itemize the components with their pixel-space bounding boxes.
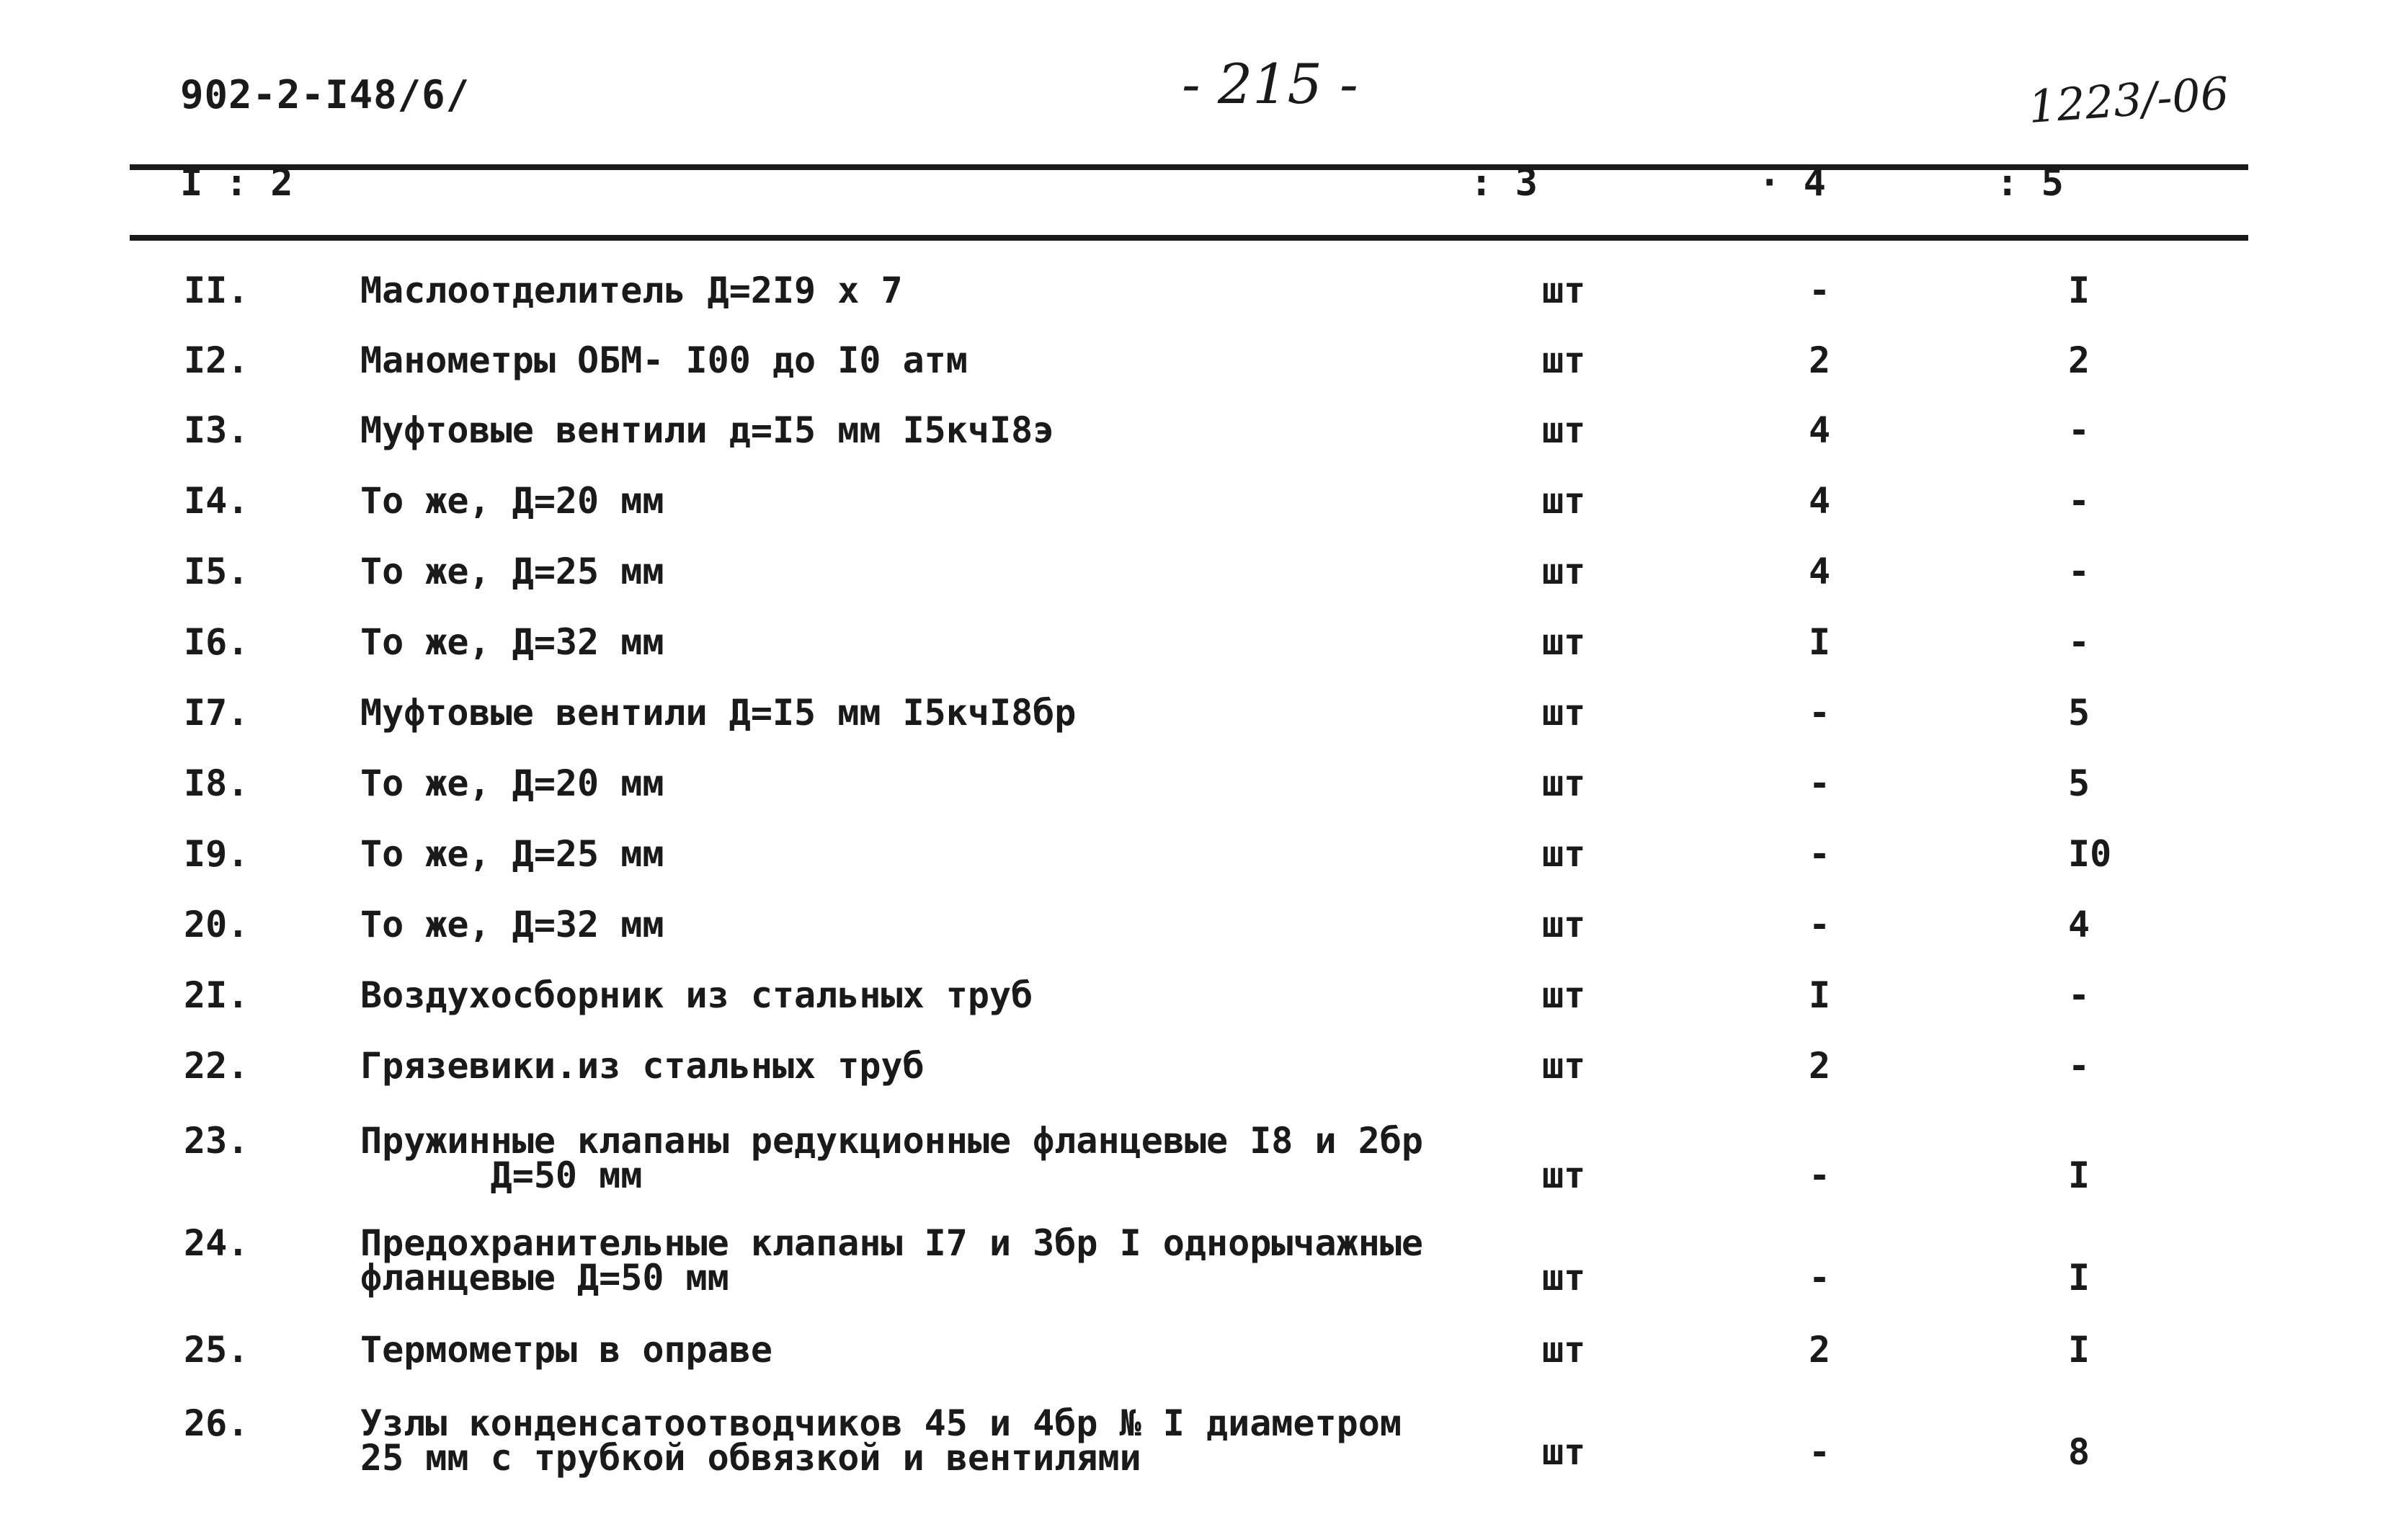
row-col5: I [2068, 1154, 2090, 1196]
row-col4: - [1809, 762, 1831, 804]
row-number: 23. [184, 1120, 249, 1162]
row-col5: 2 [2068, 339, 2090, 381]
row-col5: I0 [2068, 833, 2112, 875]
row-unit: шт [1542, 1045, 1586, 1087]
row-unit: шт [1542, 904, 1586, 945]
row-col5: 5 [2068, 762, 2090, 804]
row-name: Предохранительные клапаны I7 и 3бр I однорычажные [360, 1222, 1424, 1264]
row-col5: - [2068, 409, 2090, 451]
row-col4: I [1809, 974, 1831, 1016]
row-col4: - [1809, 1431, 1831, 1473]
row-unit: шт [1542, 409, 1586, 451]
row-unit: шт [1542, 692, 1586, 734]
row-number: I3. [184, 409, 249, 451]
row-name-continuation: 25 мм с трубкой обвязкой и вентилями [360, 1437, 1141, 1479]
row-number: I6. [184, 621, 249, 663]
row-number: 2I. [184, 974, 249, 1016]
document-code: 902-2-I48/6/ [180, 72, 471, 117]
row-name: Муфтовые вентили д=I5 мм I5кчI8э [360, 409, 1055, 451]
row-unit: шт [1542, 339, 1586, 381]
row-col4: 2 [1809, 1045, 1831, 1087]
row-name-continuation: фланцевые Д=50 мм [360, 1257, 729, 1299]
row-number: I9. [184, 833, 249, 875]
row-unit: шт [1542, 833, 1586, 875]
row-col5: 5 [2068, 692, 2090, 734]
row-number: 26. [184, 1402, 249, 1444]
row-number: 24. [184, 1222, 249, 1264]
row-number: I4. [184, 480, 249, 522]
row-col4: 4 [1809, 551, 1831, 592]
row-col5: I [2068, 270, 2090, 311]
row-col4: - [1809, 270, 1831, 311]
row-name: Пружинные клапаны редукционные фланцевые I8 и 2бр [360, 1120, 1424, 1162]
row-number: I2. [184, 339, 249, 381]
row-col5: - [2068, 1045, 2090, 1087]
row-name: Муфтовые вентили Д=I5 мм I5кчI8бр [360, 692, 1077, 734]
row-unit: шт [1542, 1154, 1586, 1196]
row-col5: - [2068, 974, 2090, 1016]
row-col5: 8 [2068, 1431, 2090, 1473]
row-unit: шт [1542, 762, 1586, 804]
row-col4: 4 [1809, 480, 1831, 522]
row-col5: - [2068, 551, 2090, 592]
row-col5: - [2068, 621, 2090, 663]
table-header-rule [130, 235, 2248, 241]
row-col5: - [2068, 480, 2090, 522]
row-unit: шт [1542, 621, 1586, 663]
row-number: I5. [184, 551, 249, 592]
row-col4: - [1809, 1257, 1831, 1299]
row-col5: I [2068, 1257, 2090, 1299]
row-name: То же, Д=25 мм [360, 833, 664, 875]
row-col4: I [1809, 621, 1831, 663]
row-unit: шт [1542, 551, 1586, 592]
row-name: Маслоотделитель Д=2I9 х 7 [360, 270, 903, 311]
row-unit: шт [1542, 974, 1586, 1016]
row-number: 25. [184, 1329, 249, 1371]
row-col4: - [1809, 692, 1831, 734]
row-number: I7. [184, 692, 249, 734]
row-name: То же, Д=25 мм [360, 551, 664, 592]
row-name: Воздухосборник из стальных труб [360, 974, 1033, 1016]
row-unit: шт [1542, 480, 1586, 522]
row-name-continuation: Д=50 мм [360, 1154, 643, 1196]
row-number: 22. [184, 1045, 249, 1087]
row-unit: шт [1542, 1329, 1586, 1371]
row-name: Термометры в оправе [360, 1329, 772, 1371]
row-name: То же, Д=20 мм [360, 762, 664, 804]
row-number: 20. [184, 904, 249, 945]
row-col4: - [1809, 833, 1831, 875]
row-name: Манометры ОБМ- I00 до I0 атм [360, 339, 968, 381]
row-col4: - [1809, 904, 1831, 945]
row-col4: 4 [1809, 409, 1831, 451]
row-name: То же, Д=20 мм [360, 480, 664, 522]
row-number: II. [184, 270, 249, 311]
row-col4: - [1809, 1154, 1831, 1196]
row-unit: шт [1542, 1431, 1586, 1473]
column-header-3: : 3 [1470, 161, 1538, 205]
row-name: То же, Д=32 мм [360, 621, 664, 663]
row-unit: шт [1542, 270, 1586, 311]
sheet-id: 1223/-06 [2026, 66, 2231, 133]
row-name: Узлы конденсатоотводчиков 45 и 4бр № I диаметром [360, 1402, 1402, 1444]
row-col5: 4 [2068, 904, 2090, 945]
page-number: - 215 - [1182, 52, 1358, 116]
row-unit: шт [1542, 1257, 1586, 1299]
row-name: Грязевики.из стальных труб [360, 1045, 925, 1087]
column-header-1-2: I : 2 [180, 161, 293, 205]
row-number: I8. [184, 762, 249, 804]
column-header-4: · 4 [1758, 161, 1826, 205]
row-col5: I [2068, 1329, 2090, 1371]
column-header-5: : 5 [1996, 161, 2064, 205]
row-col4: 2 [1809, 1329, 1831, 1371]
table-top-rule [130, 164, 2248, 170]
row-col4: 2 [1809, 339, 1831, 381]
row-name: То же, Д=32 мм [360, 904, 664, 945]
